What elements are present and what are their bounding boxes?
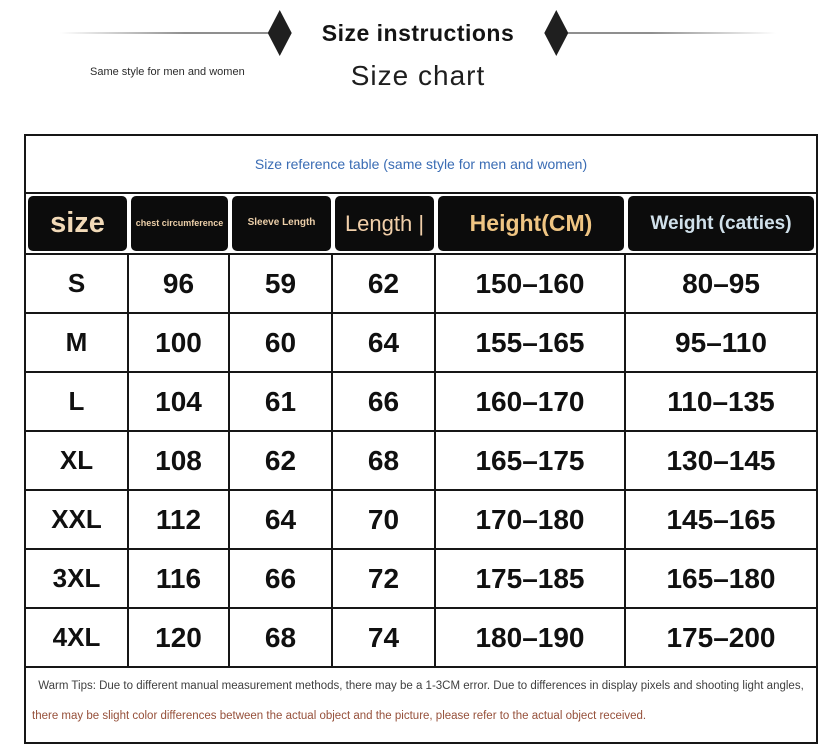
cell-size: L <box>26 373 129 430</box>
cell-weight: 80–95 <box>682 267 760 299</box>
cell-weight: 145–165 <box>666 503 776 535</box>
warm-tips-line1: Warm Tips: Due to different manual measurement methods, there may be a 1-3CM error. Due to differences in display pixels and shooting light angles, <box>38 680 804 692</box>
table-row <box>26 491 816 550</box>
diamond-icon-right <box>544 10 568 56</box>
warm-tips <box>26 668 816 742</box>
cell-sleeve: 60 <box>230 314 333 371</box>
divider-line-right <box>568 32 776 34</box>
cell-sleeve: 59 <box>230 255 333 312</box>
cell-sleeve: 62 <box>230 432 333 489</box>
cell-height: 180–190 <box>436 609 626 666</box>
cell-chest: 120 <box>129 609 230 666</box>
column-header-sleeve: Sleeve Length <box>232 196 331 251</box>
cell-length: 74 <box>333 609 436 666</box>
cell-length: 64 <box>333 314 436 371</box>
cell-size: S <box>26 255 129 312</box>
cell-weight: 130–145 <box>666 444 776 476</box>
cell-chest: 96 <box>129 255 230 312</box>
table-header-row <box>26 194 816 255</box>
cell-height: 175–185 <box>436 550 626 607</box>
cell-height: 165–175 <box>436 432 626 489</box>
cell-weight: 175–200 <box>666 621 776 653</box>
cell-sleeve: 64 <box>230 491 333 548</box>
column-header-weight: Weight (catties) <box>628 196 814 251</box>
table-row <box>26 432 816 491</box>
page-banner <box>0 10 836 56</box>
cell-length: 62 <box>333 255 436 312</box>
cell-length: 72 <box>333 550 436 607</box>
cell-size: XXL <box>26 491 129 548</box>
table-row <box>26 609 816 668</box>
cell-chest: 104 <box>129 373 230 430</box>
table-row <box>26 373 816 432</box>
warm-tips-line2: there may be slight color differences between the actual object and the picture, please refer to the actual object received. <box>32 709 647 722</box>
cell-size: 3XL <box>26 550 129 607</box>
column-header-chest: chest circumference <box>131 196 228 251</box>
cell-sleeve: 66 <box>230 550 333 607</box>
cell-weight: 165–180 <box>666 562 776 594</box>
diamond-icon-left <box>268 10 292 56</box>
cell-size: M <box>26 314 129 371</box>
table-caption: Size reference table (same style for men and women) <box>26 136 816 194</box>
cell-chest: 108 <box>129 432 230 489</box>
cell-sleeve: 61 <box>230 373 333 430</box>
cell-length: 68 <box>333 432 436 489</box>
page-title: Size instructions <box>321 19 515 46</box>
tagline: Same style for men and women <box>90 66 245 78</box>
cell-chest: 116 <box>129 550 230 607</box>
cell-sleeve: 68 <box>230 609 333 666</box>
column-header-size: size <box>28 196 127 251</box>
column-header-length: Length | <box>335 196 434 251</box>
divider-line-left <box>60 32 268 34</box>
cell-weight: 110–135 <box>667 385 775 417</box>
cell-weight: 95–110 <box>675 326 767 358</box>
cell-size: XL <box>26 432 129 489</box>
table-row <box>26 255 816 314</box>
cell-height: 160–170 <box>436 373 626 430</box>
cell-length: 70 <box>333 491 436 548</box>
table-row <box>26 550 816 609</box>
page-subtitle: Size chart <box>350 60 486 91</box>
cell-height: 155–165 <box>436 314 626 371</box>
cell-size: 4XL <box>26 609 129 666</box>
size-table <box>24 134 818 744</box>
cell-height: 170–180 <box>436 491 626 548</box>
cell-length: 66 <box>333 373 436 430</box>
cell-chest: 100 <box>129 314 230 371</box>
cell-height: 150–160 <box>436 255 626 312</box>
column-header-height: Height(CM) <box>438 196 624 251</box>
cell-chest: 112 <box>129 491 230 548</box>
table-row <box>26 314 816 373</box>
